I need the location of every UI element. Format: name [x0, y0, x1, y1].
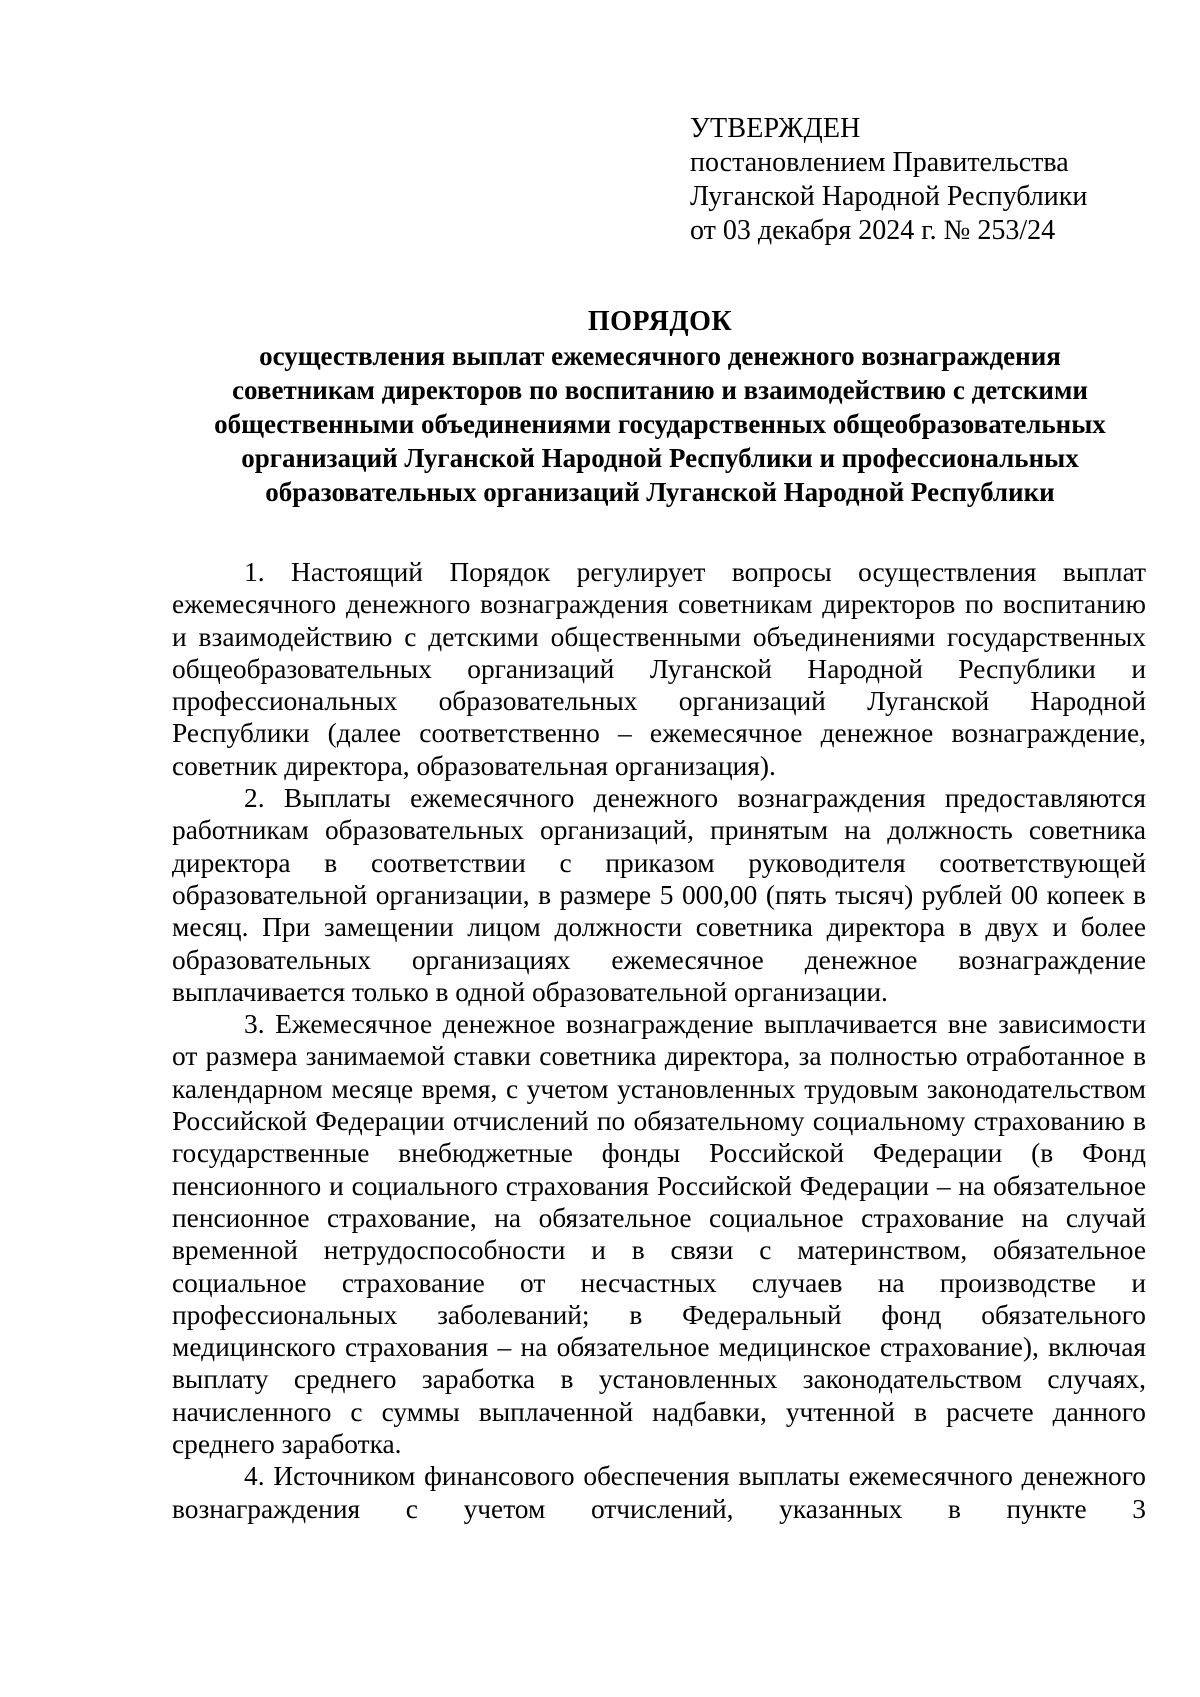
- approval-line-3: от 03 декабря 2024 г. № 253/24: [690, 215, 1056, 246]
- approval-status: УТВЕРЖДЕН: [690, 113, 861, 144]
- approval-line-1: постановлением Правительства: [690, 147, 1069, 178]
- title-line-1: осуществления выплат ежемесячного денежного вознаграждения: [259, 341, 1061, 371]
- paragraph-4: 4. Источником финансового обеспечения выплаты ежемесячного денежного вознаграждения с учетом отчислений, указанных в пункте 3: [172, 1461, 1146, 1524]
- title-heading: ПОРЯДОК: [587, 306, 733, 337]
- approval-line-2: Луганской Народной Республики: [690, 181, 1088, 212]
- title-line-2: советникам директоров по воспитанию и взаимодействию с детскими: [232, 375, 1088, 405]
- document-body: [172, 556, 1146, 1525]
- title-line-4: организаций Луганской Народной Республики и профессиональных: [241, 443, 1079, 473]
- approval-stamp: [690, 112, 1160, 248]
- paragraph-2: 2. Выплаты ежемесячного денежного вознаграждения предоставляются работникам образовательных организаций, принятым на должность советника директора в соответствии с приказом руководителя соответствующей образовательной организации, в размере 5 000,00 (пять тысяч) рублей 00 копеек в месяц. При замещении лицом должности советника директора в двух и более образовательных организациях ежемесячное денежное вознаграждение выплачивается только в одной образовательной организации.: [172, 783, 1146, 1007]
- title-line-5: образовательных организаций Луганской Народной Республики: [265, 477, 1055, 507]
- document-title: [140, 305, 1180, 509]
- title-line-3: общественными объединениями государственных общеобразовательных: [214, 409, 1106, 439]
- paragraph-3: 3. Ежемесячное денежное вознаграждение выплачивается вне зависимости от размера занимаемой ставки советника директора, за полностью отработанное в календарном месяце время, с учетом установленных трудовым законодательством Российской Федерации отчислений по обязательному социальному страхованию в государственные внебюджетные фонды Российской Федерации (в Фонд пенсионного и социального страхования Российской Федерации – на обязательное пенсионное страхование, на обязательное социальное страхование на случай временной нетрудоспособности и в связи с материнством, обязательное социальное страхование от несчастных случаев на производстве и профессиональных заболеваний; в Федеральный фонд обязательного медицинского страхования – на обязательное медицинское страхование), включая выплату среднего заработка в установленных законодательством случаях, начисленного с суммы выплаченной надбавки, учтенной в расчете данного среднего заработка.: [172, 1009, 1146, 1460]
- paragraph-1: 1. Настоящий Порядок регулирует вопросы осуществления выплат ежемесячного денежного вознаграждения советникам директоров по воспитанию и взаимодействию с детскими общественными объединениями государственных общеобразовательных организаций Луганской Народной Республики и профессиональных образовательных организаций Луганской Народной Республики (далее соответственно – ежемесячное денежное вознаграждение, советник директора, образовательная организация).: [172, 557, 1146, 781]
